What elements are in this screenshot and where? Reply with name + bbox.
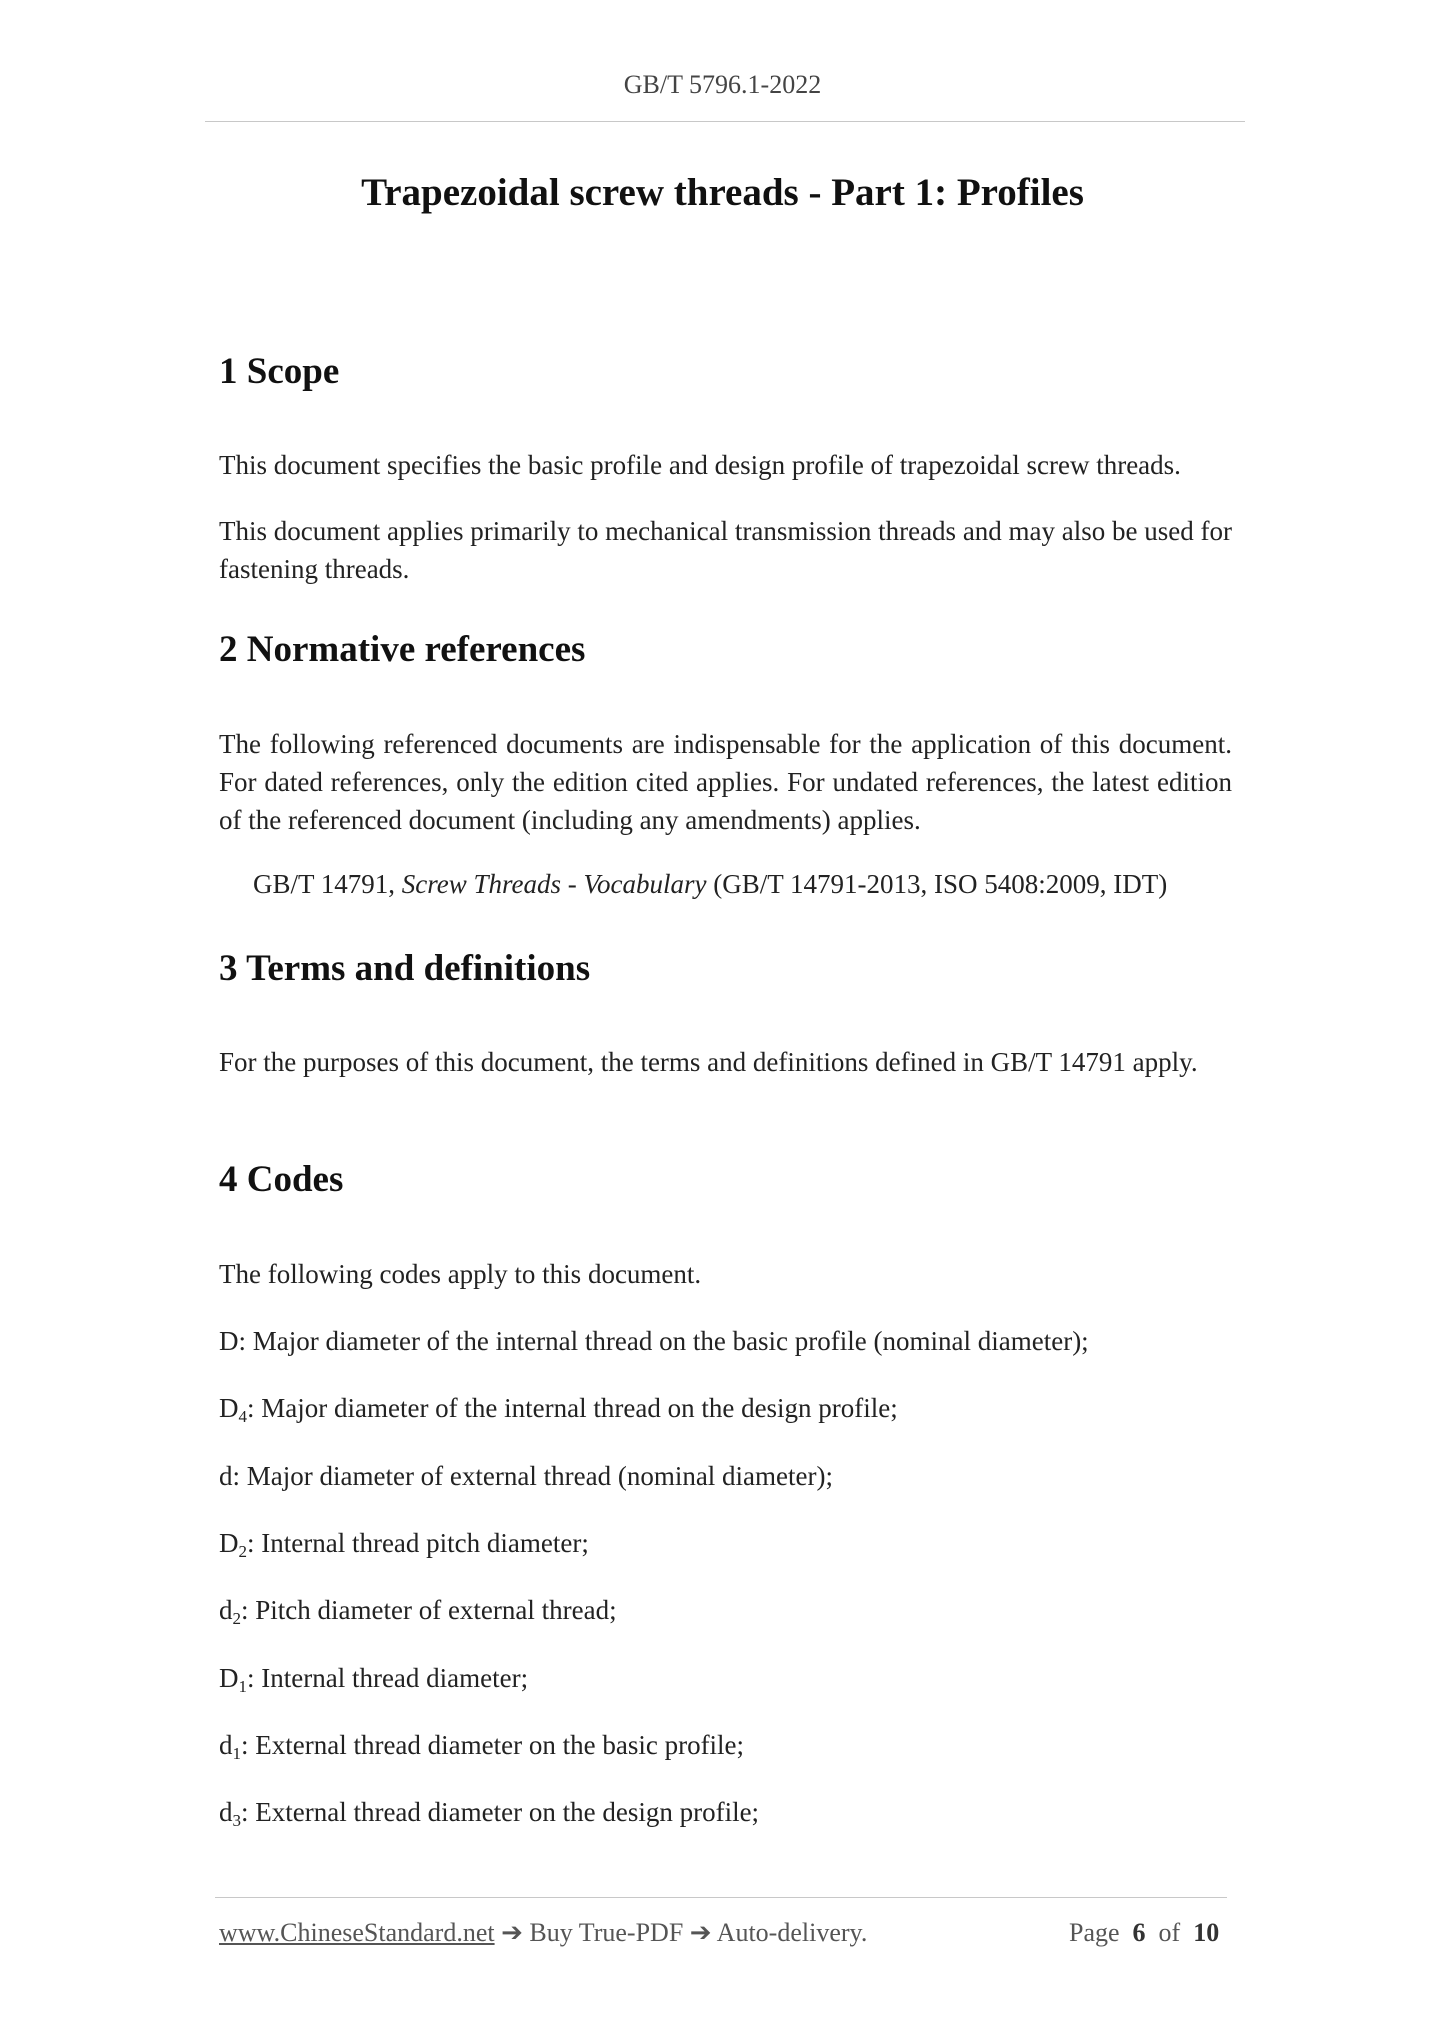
arrow-right-icon: ➔ [689, 1918, 712, 1947]
code-description: : Major diameter of external thread (nominal diameter); [232, 1461, 833, 1491]
code-symbol: d [219, 1730, 233, 1760]
code-symbol: D [219, 1663, 239, 1693]
code-symbol: D [219, 1393, 239, 1423]
code-subscript: 2 [232, 1609, 241, 1628]
code-symbol: D [219, 1528, 239, 1558]
normative-reference-item [253, 869, 1167, 900]
section-heading-codes: 4 Codes [219, 1159, 344, 1200]
code-description: : Pitch diameter of external thread; [241, 1595, 617, 1625]
code-subscript: 1 [232, 1744, 241, 1763]
scope-paragraph-2: This document applies primarily to mechanical transmission threads and may also be used for fastening threads. [219, 516, 1232, 584]
ref-edition: (GB/T 14791-2013, ISO 5408:2009, IDT) [706, 869, 1168, 899]
code-description: : External thread diameter on the design profile; [241, 1797, 760, 1827]
code-subscript: 3 [232, 1811, 241, 1830]
ref-title-vocabulary: Vocabulary [583, 869, 707, 899]
code-symbol: d [219, 1797, 233, 1827]
codes-intro: The following codes apply to this document. [219, 1259, 702, 1289]
running-header: GB/T 5796.1-2022 [623, 70, 822, 99]
code-item [219, 1322, 1232, 1360]
page-label: Page [1069, 1918, 1120, 1947]
code-symbol: d [219, 1595, 233, 1625]
code-description: : External thread diameter on the basic profile; [241, 1730, 745, 1760]
scope-paragraph-1: This document specifies the basic profile and design profile of trapezoidal screw threads. [219, 450, 1181, 480]
document-title: Trapezoidal screw threads - Part 1: Profiles [361, 171, 1084, 214]
normative-paragraph: The following referenced documents are indispensable for the application of this document. For dated references, only the edition cited applies. For undated references, the latest edition of the referenced document (including any amendments) applies. [219, 729, 1232, 835]
code-item [219, 1389, 1232, 1427]
page-number: 6 [1132, 1918, 1146, 1947]
auto-delivery-text: Auto-delivery. [716, 1918, 868, 1947]
section-heading-terms: 3 Terms and definitions [219, 948, 591, 989]
code-symbol: D [219, 1326, 239, 1356]
section-heading-scope: 1 Scope [219, 351, 340, 392]
code-item [219, 1457, 1232, 1495]
code-symbol: d [219, 1461, 233, 1491]
code-subscript: 1 [238, 1677, 247, 1696]
footer-promo [219, 1918, 867, 1948]
ref-separator: - [561, 869, 584, 899]
footer-divider [215, 1897, 1227, 1898]
code-subscript: 4 [238, 1407, 247, 1426]
arrow-right-icon: ➔ [501, 1918, 523, 1947]
code-item [219, 1726, 1232, 1764]
ref-title-screw-threads: Screw Threads [401, 869, 562, 899]
code-item [219, 1659, 1232, 1697]
code-description: : Internal thread diameter; [247, 1663, 529, 1693]
ref-code: GB/T 14791, [253, 869, 402, 899]
page-indicator [1069, 1918, 1219, 1948]
code-item [219, 1793, 1232, 1831]
code-item [219, 1591, 1232, 1629]
chinesestandard-link[interactable]: www.ChineseStandard.net [219, 1918, 495, 1947]
code-description: : Major diameter of the internal thread on the design profile; [247, 1393, 898, 1423]
code-description: : Internal thread pitch diameter; [247, 1528, 589, 1558]
buy-true-pdf-text: Buy True-PDF [529, 1918, 684, 1947]
section-heading-normative-references: 2 Normative references [219, 629, 586, 670]
code-subscript: 2 [238, 1542, 247, 1561]
code-item [219, 1524, 1232, 1562]
terms-paragraph: For the purposes of this document, the terms and definitions defined in GB/T 14791 apply. [219, 1047, 1198, 1077]
page-total: 10 [1193, 1918, 1220, 1947]
page-of-label: of [1158, 1918, 1181, 1947]
header-divider [205, 121, 1245, 122]
code-description: : Major diameter of the internal thread on the basic profile (nominal diameter); [238, 1326, 1089, 1356]
